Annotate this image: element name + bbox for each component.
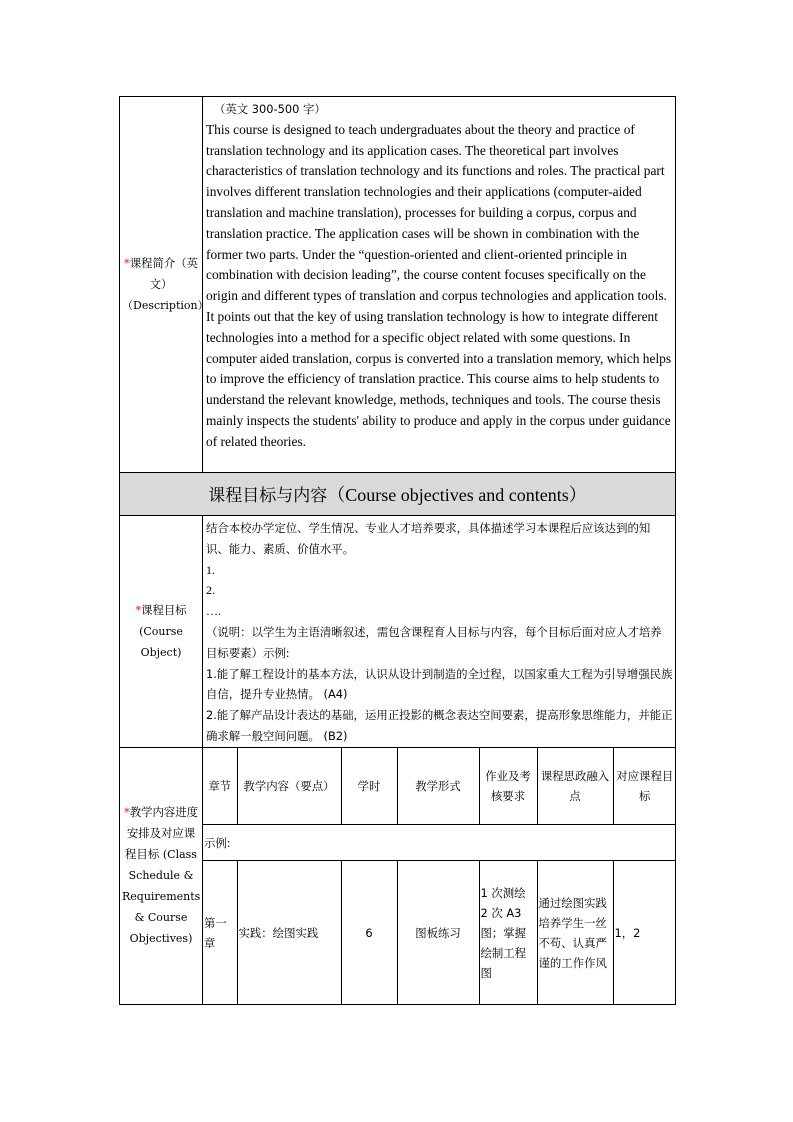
cell-ideology: 通过绘图实践培养学生一丝不苟、认真严谨的工作作风 (537, 861, 613, 1004)
cell-form: 图板练习 (397, 861, 479, 1004)
objectives-intro: 结合本校办学定位、学生情况、专业人才培养要求，具体描述学习本课程后应该达到的知识、能力、素质、价值水平。 (206, 521, 651, 556)
cell-chapter: 第一章 (203, 861, 237, 1004)
schedule-example-label: 示例: (203, 825, 676, 861)
required-asterisk: * (123, 256, 130, 270)
schedule-table (203, 748, 676, 1004)
section-title-cn: 课程目标与内容 (208, 486, 328, 506)
header-hours: 学时 (341, 748, 397, 825)
objective-item: 2. (206, 583, 215, 598)
schedule-cell (203, 747, 676, 1004)
section-header (120, 473, 676, 516)
objectives-row (120, 516, 676, 748)
header-form: 教学形式 (397, 748, 479, 825)
syllabus-form (119, 96, 676, 1005)
description-text: This course is designed to teach undergraduates about the theory and practice of translation technology and its application cases. The theoretical part involves characteristics of translation technology and its functions and roles. The practical part involves different translation technologies and their applications (computer-aided translation and machine translation), processes for building a corpus, corpus and translation practice. The application cases will be shown in combination with the former two parts. Under the “question-oriented and client-oriented principle in combination with decision leading”, the course content focuses specifically on the origin and different types of translation and corpus technologies and application tools. It points out that the key of using translation technology is how to integrate different technologies into a method for a specific object related with some questions. In computer aided translation, corpus is converted into a translation memory, which helps to improve the efficiency of translation practice. This course aims to help students to understand the relevant knowledge, methods, techniques and tools. The course thesis mainly inspects the students' ability to produce and apply in the corpus under guidance of related theories. (206, 121, 672, 449)
objective-item: …. (206, 604, 221, 619)
objectives-example-1: 1.能了解工程设计的基本方法，认识从设计到制造的全过程，以国家重大工程为引导增强民族自信，提升专业热情。 (A4) (206, 666, 673, 702)
schedule-example-row (203, 825, 676, 861)
description-label (120, 97, 209, 473)
table-row (203, 861, 676, 1004)
header-ideology: 课程思政融入点 (537, 748, 613, 825)
section-title-en: （Course objectives and contents） (327, 485, 587, 505)
header-chapter: 章节 (203, 748, 237, 825)
cell-homework: 1 次测绘 2 次 A3 图；掌握绘制工程图 (479, 861, 537, 1004)
description-content (203, 97, 676, 473)
schedule-label-en: (Class Schedule & Requirements & Course Objectives) (122, 848, 201, 946)
schedule-row (120, 747, 676, 1004)
objectives-label (120, 516, 203, 748)
header-content: 教学内容（要点） (237, 748, 341, 825)
cell-content: 实践：绘图实践 (237, 861, 341, 1004)
required-asterisk: * (135, 602, 142, 617)
objectives-label-cn: 课程目标 (141, 602, 187, 617)
required-asterisk: * (123, 805, 130, 820)
schedule-header-row (203, 748, 676, 825)
cell-hours: 6 (341, 861, 397, 1004)
section-header-row (120, 473, 676, 516)
header-homework: 作业及考核要求 (479, 748, 537, 825)
schedule-label (120, 747, 203, 1004)
header-objectives: 对应课程目标 (613, 748, 676, 825)
objectives-label-en: (Course Object) (139, 624, 183, 659)
description-row (120, 97, 676, 473)
description-label-en: （Description） (122, 299, 209, 312)
objectives-note: （说明：以学生为主语清晰叙述，需包含课程育人目标与内容，每个目标后面对应人才培养目标要素）示例: (206, 624, 662, 660)
description-hint: （英文 300-500 字） (214, 102, 326, 116)
objective-item: 1. (206, 562, 215, 577)
schedule-label-cn: 教学内容进度安排及对应课程目标 (125, 805, 199, 862)
description-label-cn: 课程简介（英文） (129, 256, 199, 291)
objectives-example-2: 2.能了解产品设计表达的基础，运用正投影的概念表达空间要素，提高形象思维能力，并能正确求解一般空间问题。 (B2) (206, 708, 673, 743)
cell-objectives: 1，2 (613, 861, 676, 1004)
objectives-content (203, 516, 676, 748)
